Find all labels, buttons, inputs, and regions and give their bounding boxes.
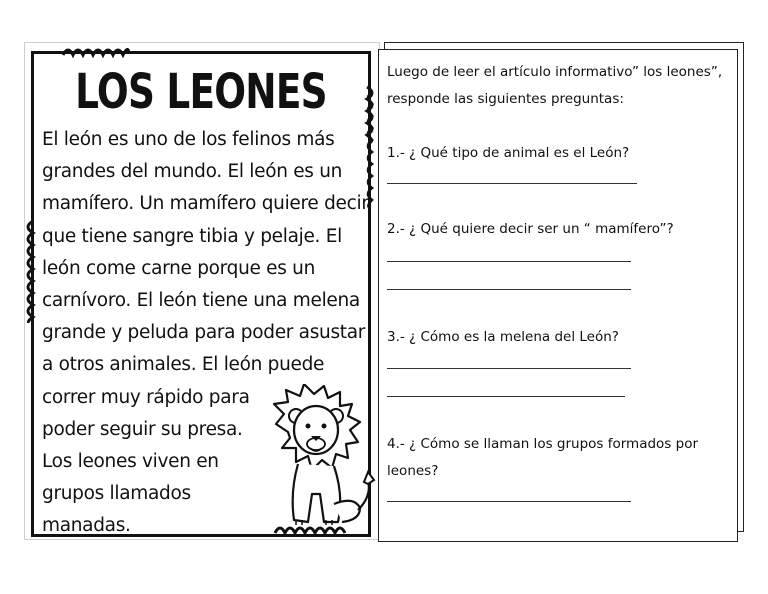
story-card: [24, 42, 380, 540]
question-1: 1.- ¿ Qué tipo de animal es el León?: [387, 145, 630, 161]
story-line: poder seguir su presa.: [42, 418, 243, 440]
answer-line[interactable]: [387, 501, 631, 502]
answer-line[interactable]: [387, 261, 631, 262]
questions-intro: Luego de leer el artículo informativo” los leones”, responde las siguientes preguntas:: [387, 64, 723, 107]
question-2: 2.- ¿ Qué quiere decir ser un “ mamífero”?: [387, 221, 674, 237]
story-line: carnívoro. El león tiene una melena: [42, 290, 360, 312]
story-line: que tiene sangre tibia y pelaje. El: [42, 225, 342, 247]
story-title: LOS LEONES: [75, 64, 327, 120]
answer-line[interactable]: [387, 368, 631, 369]
answer-line[interactable]: [387, 183, 637, 184]
story-line: Los leones viven en: [42, 451, 219, 473]
question-4: 4.- ¿ Cómo se llaman los grupos formados por leones?: [387, 436, 699, 479]
lion-illustration: [268, 384, 378, 534]
squiggle-decoration: [61, 45, 131, 59]
story-line: león come carne porque es un: [42, 257, 316, 279]
story-line: manadas.: [42, 515, 131, 537]
answer-line[interactable]: [387, 396, 625, 397]
story-frame: [31, 51, 371, 537]
squiggle-decoration: [273, 523, 349, 537]
story-line: correr muy rápido para: [42, 386, 250, 408]
story-line: grande y peluda para poder asustar: [42, 322, 366, 344]
story-line: El león es uno de los felinos más: [42, 129, 335, 150]
story-line: a otros animales. El león puede: [42, 354, 325, 376]
question-3: 3.- ¿ Cómo es la melena del León?: [387, 329, 619, 345]
story-line: mamífero. Un mamífero quiere decir: [42, 193, 369, 215]
story-line: grandes del mundo. El león es un: [42, 161, 343, 183]
answer-line[interactable]: [387, 289, 631, 290]
story-line: grupos llamados: [42, 483, 191, 505]
squiggle-decoration: [23, 219, 37, 323]
questions-card: [378, 49, 738, 542]
squiggle-decoration: [362, 90, 376, 210]
